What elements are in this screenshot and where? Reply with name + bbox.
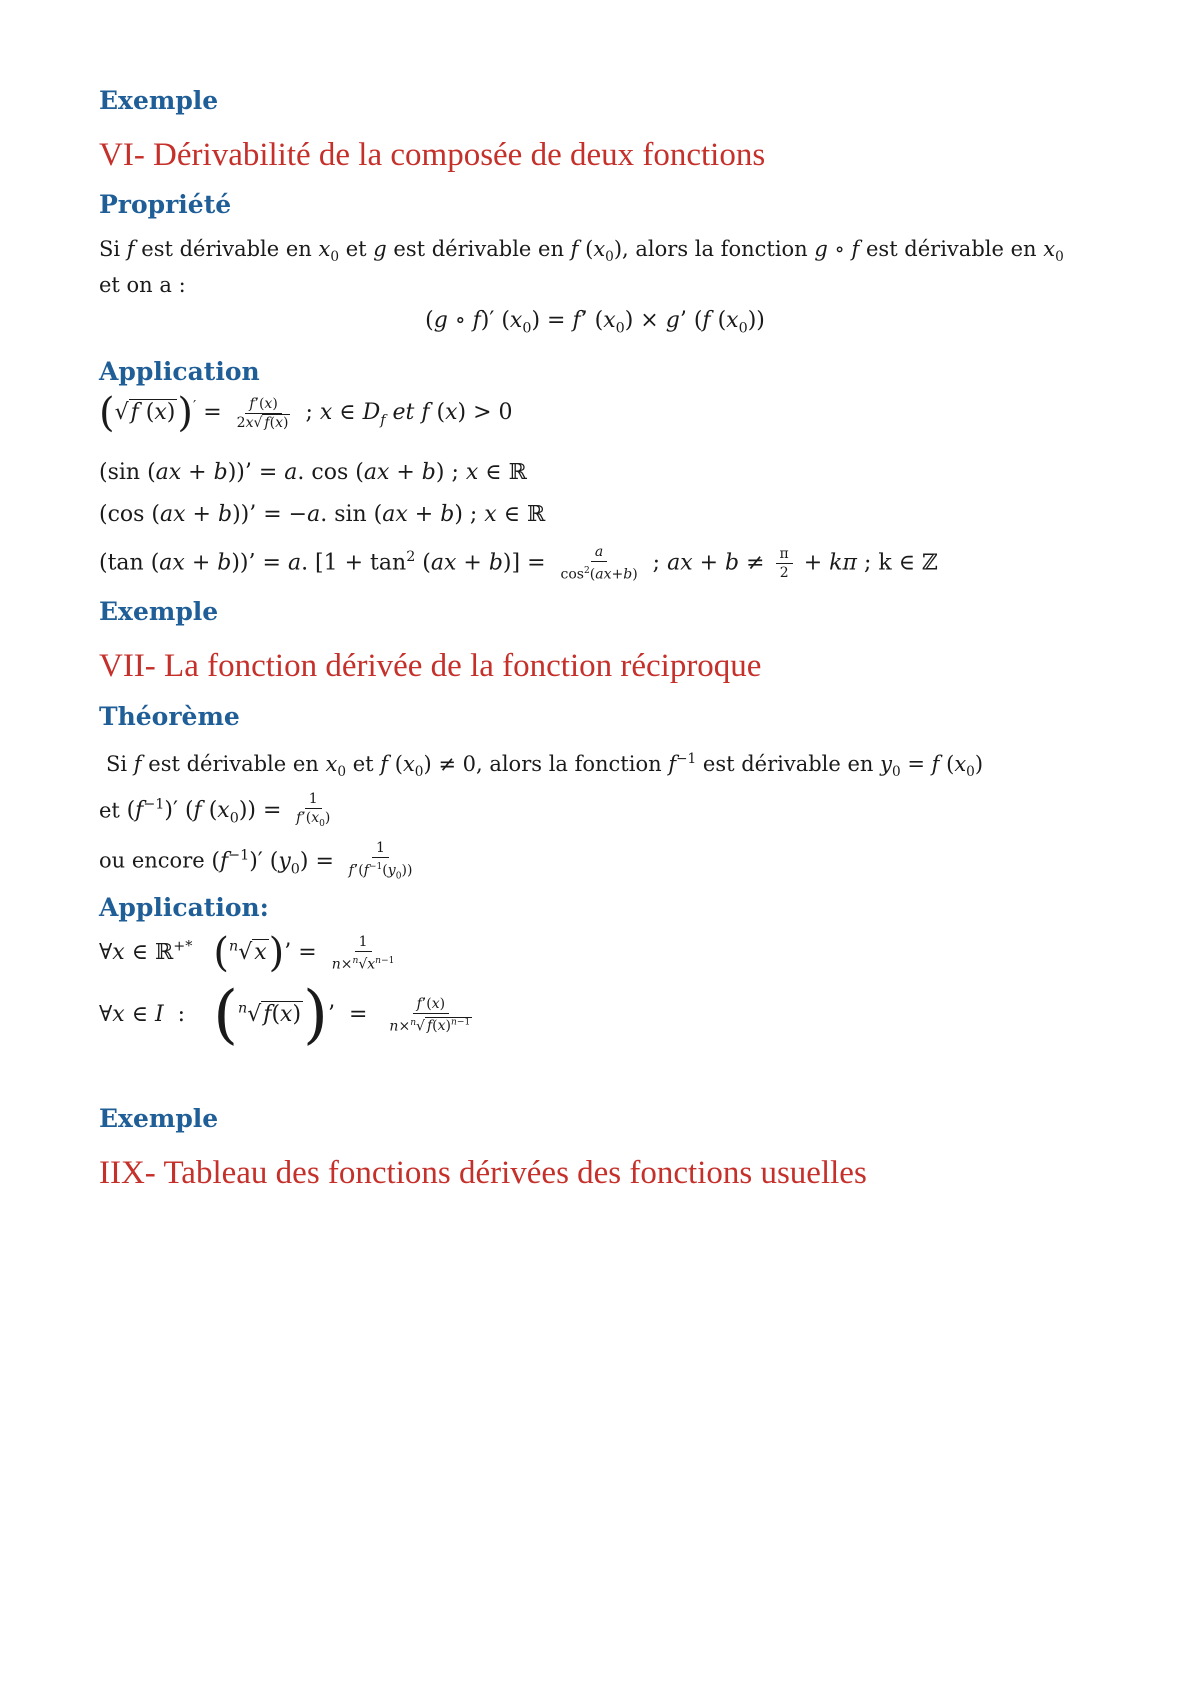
formula-cos: (cos (ax + b))’ = −a. sin (ax + b) ; x ∈ ℝ [99,502,546,527]
theoreme-formula-1: et $(f^{-1})'$ (f $(x_0)$) = $\frac{1}{f’(x_0)}$ [99,791,331,830]
heading-vi: VI- Dérivabilité de la composée de deux fonctions [99,137,766,173]
propriete-text-2: et on a : [99,273,186,297]
label-application-2: Application: [99,893,269,922]
label-exemple: Exemple [99,86,219,115]
label-exemple-3: Exemple [99,1104,219,1133]
formula-sin: (sin (ax + b))’ = a. cos (ax + b) ; x ∈ ℝ [99,460,527,485]
propriete-text: Si f est dérivable en $x_0$ et g est dérivable en f $(x_0)$, alors la fonction g ∘ f est dérivable en $x_0$ [99,237,1064,266]
formula-tan: (tan (ax + b))’ = a. $[1 + \tan^2 (ax + b)]$ = $\frac{a}{\cos^2(ax+b)}$ ; ax + b ≠ $\frac{\pi}{2}$ + kπ ; k ∈ ℤ [99,544,939,583]
formula-nth-root-f: ∀x ∈ I : ($^n$√f(x))’ = $\frac{f’(x)}{n\times^n√ f(x)^{n-1}}$ [99,978,471,1052]
theoreme-text: Si f est dérivable en $x_0$ et f $(x_0) \ne 0$, alors la fonction $f^{-1}$ est dérivable en $y_0 = f$ $(x_0)$ [106,751,984,781]
label-application: Application [99,357,260,386]
heading-iix: IIX- Tableau des fonctions dérivées des fonctions usuelles [99,1155,867,1191]
formula-sqrt-derivative: (√f (x))′ = $\frac{f’(x)}{2x√ f(x)}$ ; x ∈ $D_f$ et f (x) > 0 [99,390,513,436]
label-theoreme: Théorème [99,702,240,731]
heading-vii: VII- La fonction dérivée de la fonction réciproque [99,648,762,684]
label-propriete: Propriété [99,190,232,219]
theoreme-formula-2: ou encore $(f^{-1})'$ $(y_0)$ = $\frac{1}{f’(f^{-1}(y_0))}$ [99,840,413,882]
formula-composee: (g ∘ f)′ $(x_0) = f$’ $(x_0) \times g$’ (f $(x_0)$) [425,308,765,337]
formula-nth-root: ∀x ∈ ℝ+* ($^n$√x)’ = $\frac{1}{n\times^n√x^{n-1}}$ [99,930,395,976]
label-exemple-2: Exemple [99,597,219,626]
